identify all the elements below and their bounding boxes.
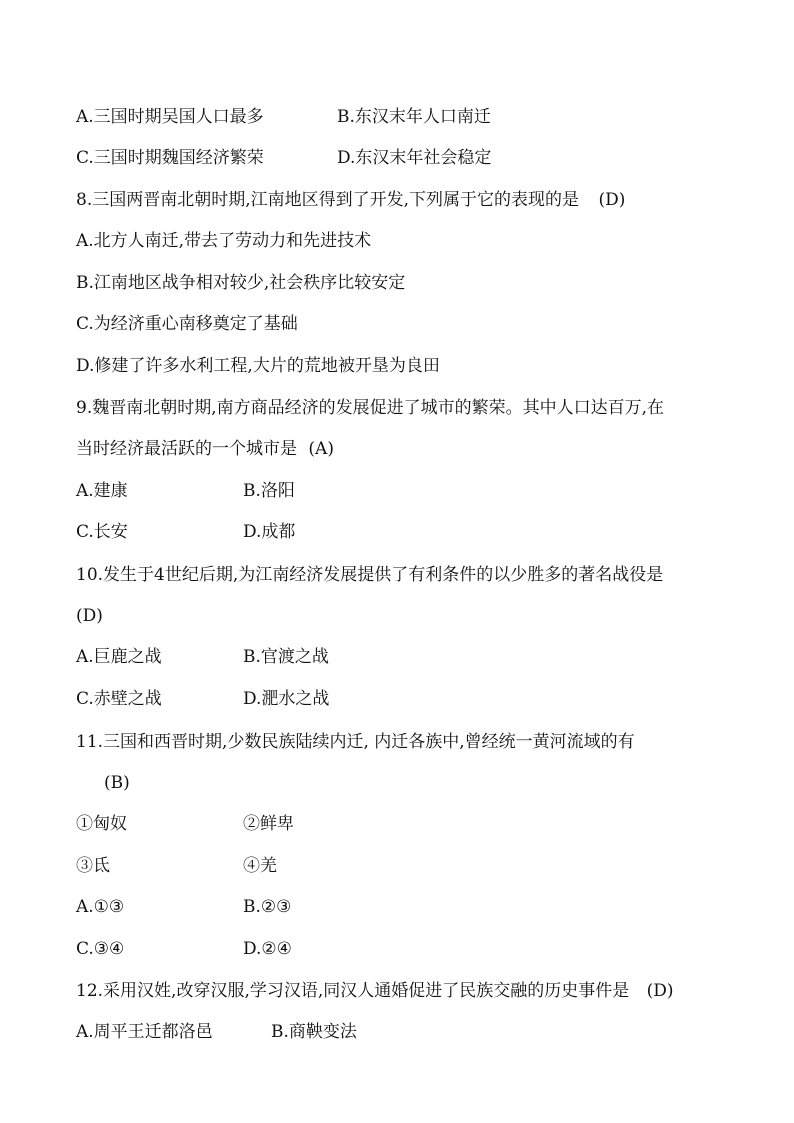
- q9-stem-line1: 9.魏晋南北朝时期,南方商品经济的发展促进了城市的繁荣。其中人口达百万,在: [76, 398, 665, 418]
- q8-option-c: C.为经济重心南移奠定了基础: [76, 314, 298, 334]
- q7-option-d: D.东汉末年社会稳定: [337, 148, 492, 168]
- q11-stem: 11.三国和西晋时期,少数民族陆续内迁, 内迁各族中,曾经统一黄河流域的有: [76, 732, 635, 752]
- q9-option-d: D.成都: [243, 522, 296, 542]
- q11-item-2: ②鲜卑: [243, 814, 294, 834]
- q10-option-c: C.赤壁之战: [76, 689, 162, 709]
- q11-option-b: B.②③: [243, 897, 292, 917]
- q11-item-4: ④羌: [243, 856, 277, 876]
- q12-option-b: B.商鞅变法: [271, 1022, 357, 1042]
- q12-stem: [76, 979, 674, 1003]
- q7-option-b: B.东汉末年人口南迁: [337, 107, 491, 127]
- q9-stem-line2: [76, 437, 334, 461]
- q10-option-d: D.淝水之战: [243, 689, 330, 709]
- q8-option-b: B.江南地区战争相对较少,社会秩序比较安定: [76, 273, 406, 293]
- q11-item-3: ③氐: [76, 856, 110, 876]
- q9-option-b: B.洛阳: [243, 481, 295, 501]
- q11-option-d: D.②④: [243, 939, 292, 959]
- q7-option-c: C.三国时期魏国经济繁荣: [76, 148, 264, 168]
- q11-answer: (B): [104, 773, 130, 793]
- q12-option-a: A.周平王迁都洛邑: [76, 1022, 213, 1042]
- q10-stem: 10.发生于4世纪后期,为江南经济发展提供了有利条件的以少胜多的著名战役是: [76, 565, 664, 585]
- q8-stem: [76, 188, 625, 212]
- q9-option-a: A.建康: [76, 481, 128, 501]
- q10-option-a: A.巨鹿之战: [76, 647, 162, 667]
- q9-option-c: C.长安: [76, 522, 128, 542]
- q11-item-1: ①匈奴: [76, 814, 127, 834]
- q9-stem-text: 当时经济最活跃的一个城市是: [76, 439, 297, 459]
- q9-answer: (A): [308, 439, 334, 459]
- q10-answer: (D): [76, 606, 103, 626]
- q11-option-a: A.①③: [76, 897, 125, 917]
- q8-option-d: D.修建了许多水利工程,大片的荒地被开垦为良田: [76, 356, 440, 376]
- q12-answer: (D): [646, 981, 674, 1001]
- q8-option-a: A.北方人南迁,带去了劳动力和先进技术: [76, 231, 372, 251]
- q11-option-c: C.③④: [76, 939, 125, 959]
- q12-stem-text: 12.采用汉姓,改穿汉服,学习汉语,同汉人通婚促进了民族交融的历史事件是: [76, 981, 630, 1001]
- q7-option-a: A.三国时期吴国人口最多: [76, 107, 264, 127]
- q8-answer: (D): [598, 190, 626, 210]
- q10-option-b: B.官渡之战: [243, 647, 329, 667]
- q8-stem-text: 8.三国两晋南北朝时期,江南地区得到了开发,下列属于它的表现的是: [76, 190, 580, 210]
